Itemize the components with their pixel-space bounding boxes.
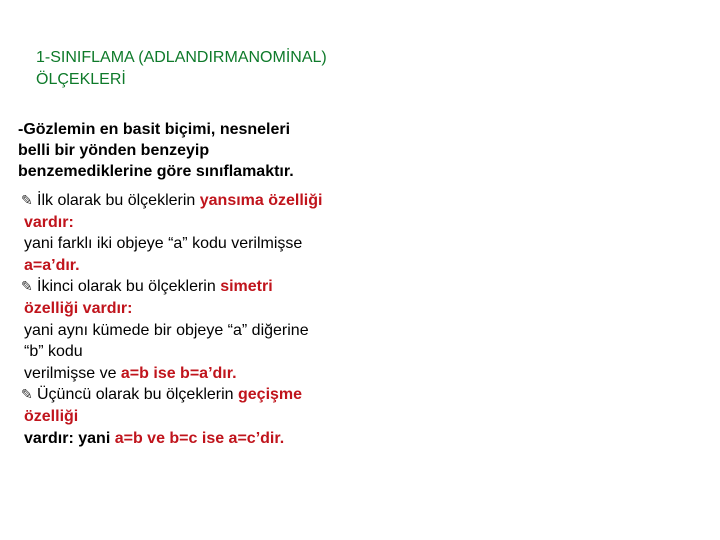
symmetric-formula-line bbox=[24, 363, 404, 385]
intro-line-2: belli bir yönden benzeyip bbox=[18, 142, 210, 159]
symmetric-term-cont: özelliği vardır: bbox=[24, 299, 133, 317]
properties-text bbox=[21, 190, 404, 449]
transitive-lead: Üçüncü olarak bu ölçeklerin bbox=[37, 386, 238, 404]
symmetric-formula-lead: verilmişse ve bbox=[24, 364, 121, 382]
transitive-formula-lead: vardır: yani bbox=[24, 429, 115, 447]
transitive-formula: a=b ve b=c ise a=c’dir. bbox=[114, 429, 285, 447]
title-line-2: ÖLÇEKLERİ bbox=[36, 71, 126, 88]
symmetric-explanation-1: yani aynı kümede bir objeye “a” diğerine bbox=[24, 321, 309, 339]
transitive-term-cont: özelliği bbox=[24, 407, 79, 425]
intro-line-3: benzemediklerine göre sınıflamaktır. bbox=[18, 163, 294, 180]
reflexive-term: yansıma özelliği bbox=[199, 192, 323, 209]
reflexive-verb: vardır: bbox=[24, 213, 74, 231]
bullet-reflexive bbox=[21, 190, 404, 212]
transitive-formula-line bbox=[24, 428, 404, 450]
title-line-1: 1-SINIFLAMA (ADLANDIRMANOMİNAL) bbox=[36, 49, 327, 66]
bullet-transitive bbox=[21, 384, 404, 406]
reflexive-formula: a=a’dır. bbox=[24, 256, 80, 274]
slide-title bbox=[36, 47, 396, 91]
pen-bullet-icon: ✎ bbox=[21, 278, 33, 295]
transitive-term: geçişme bbox=[238, 386, 303, 404]
pen-bullet-icon: ✎ bbox=[21, 192, 33, 208]
reflexive-lead: İlk olarak bu ölçeklerin bbox=[37, 192, 200, 209]
reflexive-explanation: yani farklı iki objeye “a” kodu verilmişse bbox=[24, 235, 303, 253]
symmetric-explanation-2: “b” kodu bbox=[24, 343, 83, 361]
symmetric-lead: İkinci olarak bu ölçeklerin bbox=[37, 278, 221, 296]
symmetric-formula: a=b ise b=a’dır. bbox=[120, 364, 237, 382]
bullet-symmetric bbox=[21, 276, 404, 298]
intro-line-1: -Gözlemin en basit biçimi, nesneleri bbox=[18, 121, 291, 138]
intro-paragraph bbox=[18, 119, 378, 182]
pen-bullet-icon: ✎ bbox=[21, 386, 33, 403]
symmetric-term: simetri bbox=[220, 278, 273, 296]
